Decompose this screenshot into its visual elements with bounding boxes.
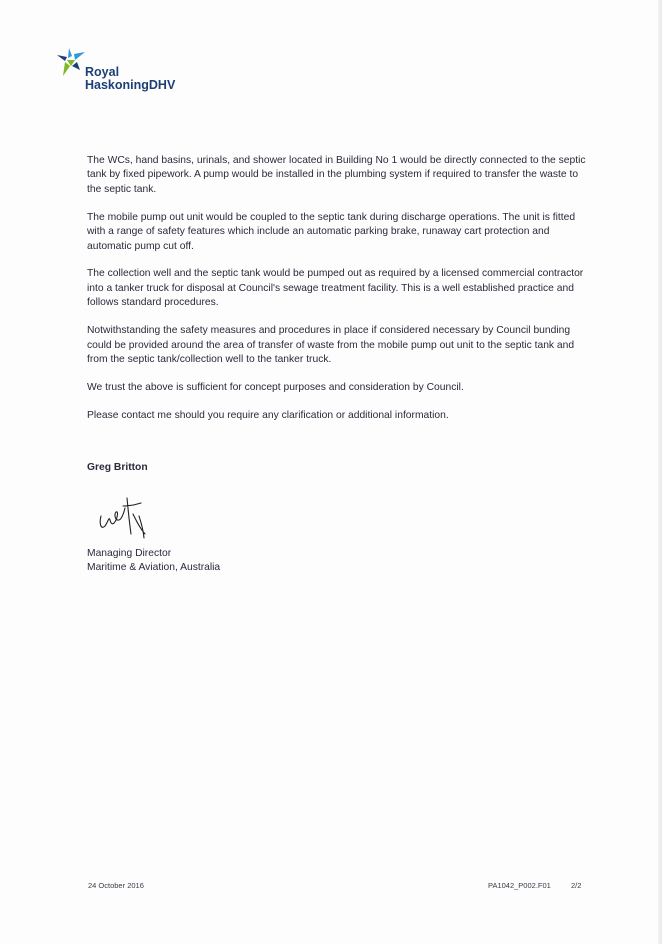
- logo-line-2: HaskoningDHV: [85, 78, 176, 92]
- company-logo: [55, 46, 195, 96]
- signer-title-block: [87, 547, 220, 575]
- paragraph-2: The mobile pump out unit would be coupled to the septic tank during discharge operations. The unit is fitted with a range of safety features which include an automatic parking brake, runaway cart protection and automatic pump cut off.: [87, 211, 576, 252]
- signer-division: Maritime & Aviation, Australia: [87, 562, 221, 573]
- letter-body: [87, 154, 587, 437]
- signer-name: Greg Britton: [87, 462, 148, 473]
- paragraph-5: We trust the above is sufficient for concept purposes and consideration by Council.: [87, 381, 464, 393]
- paragraph-4: Notwithstanding the safety measures and procedures in place if considered necessary by Council bunding could be provided around the area of transfer of waste from the mobile pump out unit to the septic tank and from the septic tank/collection well to the tanker truck.: [87, 325, 575, 365]
- paragraph-6: Please contact me should you require any clarification or additional information.: [87, 409, 449, 421]
- signer-title: Managing Director: [87, 548, 172, 559]
- paragraph-3: The collection well and the septic tank would be pumped out as required by a licensed commercial contractor into a tanker truck for disposal at Council's sewage treatment facility. This is a well established practice and follows standard procedures.: [87, 268, 584, 309]
- star-logo-icon: [55, 46, 87, 82]
- footer-page-number: 2/2: [571, 881, 582, 890]
- paragraph-1: The WCs, hand basins, urinals, and shower located in Building No 1 would be directly connected to the septic tank by fixed pipework. A pump would be installed in the plumbing system if required to transfer the waste to the septic tank.: [87, 155, 586, 195]
- footer-reference: PA1042_P002.F01: [488, 881, 551, 890]
- logo-line-1: Royal: [85, 65, 120, 79]
- logo-wordmark: [85, 66, 175, 92]
- footer-date: 24 October 2016: [88, 881, 144, 890]
- handwritten-signature: [95, 494, 155, 540]
